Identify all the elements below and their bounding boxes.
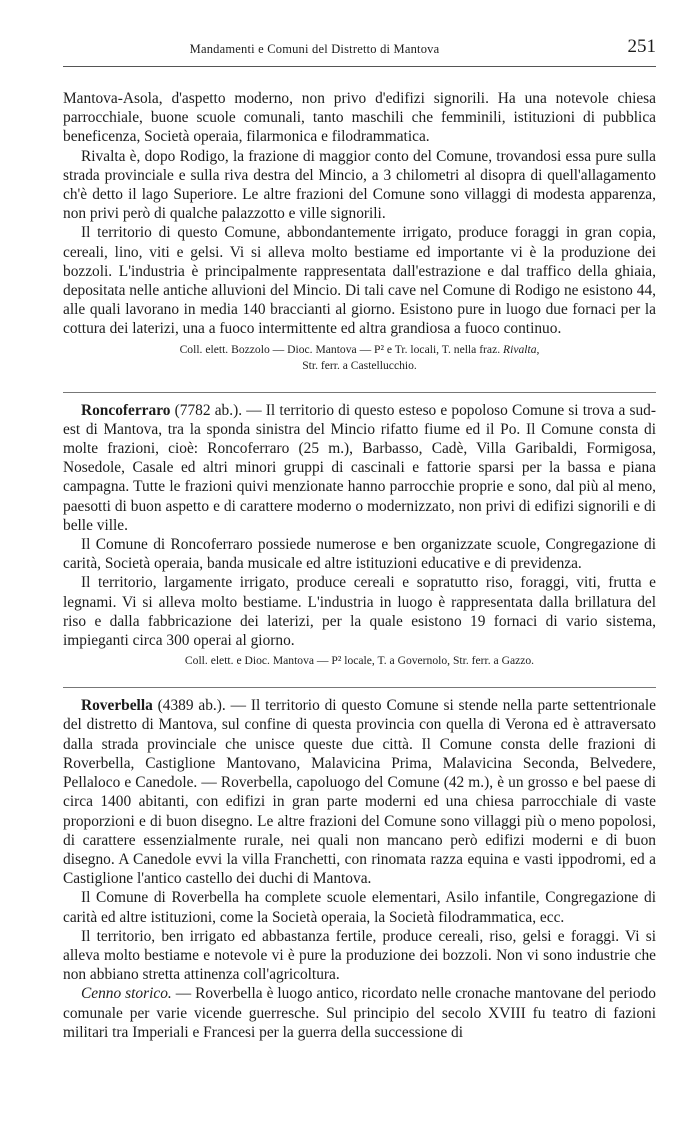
note-rodigo-text: Coll. elett. Bozzolo — Dioc. Mantova — P² e Tr. locali, T. nella fraz. [179,342,501,356]
paragraph-rodigo-territory: Il territorio di questo Comune, abbondantemente irrigato, produce foraggi in gran copia, cereali, lino, viti e gelsi. Vi si alleva molto bestiame ed importante vi è la produzione dei bozzoli. L'industria è principalmente rappresentata dall'estrazione e dal traffico della ghiaia, depositata nelle antiche alluvioni del Mincio. Di tali cave nel Comune di Rodigo ne esistono 44, alle quali lavorano in media 140 braccianti al giorno. Esistono pure in luogo due fornaci per la cottura dei laterizi, una a fuoco intermittente ed altra grandiosa a fuoco continuo. [63,224,656,338]
paragraph-roncoferraro-intro [63,401,656,535]
page-number: 251 [627,36,656,57]
note-rodigo-rivalta: Rivalta, [503,342,540,356]
paragraph-asola: Mantova-Asola, d'aspetto moderno, non privo d'edifizi signorili. Ha una notevole chiesa parrocchiale, buone scuole comunali, tanto maschili che femminili, istituzioni di pubblica beneficenza, Società operaia, filarmonica e filodrammatica. [63,90,656,146]
running-header [63,36,656,67]
paragraph-roverbella-intro [63,696,656,888]
paragraph-roncoferraro-institutions: Il Comune di Roncoferraro possiede numerose e ben organizzate scuole, Congregazione di carità, Società operaia, banda musicale ed altre istituzioni educative e di previdenza. [63,536,656,573]
roverbella-intro-text: (4389 ab.). — Il territorio di questo Comune si stende nella parte settentrionale del distretto di Mantova, sul confine di questa provincia con quella di Verona ed è attraversato dalla strada provinciale che unisce queste due città. Il Comune consta delle frazioni di Roverbella, Castiglione Mantovano, Malavicina Prima, Malavicina Seconda, Belvedere, Pellaloco e Canedole. — Roverbella, capoluogo del Comune (42 m.), è un grosso e bel paese di circa 1400 abitanti, con edifizi in gran parte moderni ed una chiesa parrocchiale di vaste proporzioni e di buon disegno. Le altre frazioni del Comune sono villaggi più o meno popolosi, di carattere essenzialmente rurale, nei quali non mancano però edifizi moderni e di buon disegno. A Canedole evvi la villa Franchetti, con rinomata razza equina e vasti ippodromi, ed a Castiglione l'antico castello dei duchi di Mantova. [63,697,656,888]
paragraph-roverbella-institutions: Il Comune di Roverbella ha complete scuole elementari, Asilo infantile, Congregazione di carità ed altre istituzioni, come la Società operaia, la Società filodrammatica, ecc. [63,889,656,926]
note-rodigo [63,342,656,374]
section-divider [63,392,656,393]
entry-name-roncoferraro: Roncoferraro [81,401,171,419]
roverbella-history-text: — Roverbella è luogo antico, ricordato nelle cronache mantovane del periodo comunale per varie vicende guerresche. Sul principio del secolo XVIII fu teatro di fazioni militari tra Imperiali e Francesi per la guerra della successione di [63,985,656,1041]
entry-name-roverbella: Roverbella [81,697,153,715]
paragraph-rivalta: Rivalta è, dopo Rodigo, la frazione di maggior conto del Comune, trovandosi essa pure sulla strada provinciale e sulla riva destra del Mincio, a 3 chilometri al disopra di quell'allagamento ch'è detto il lago Superiore. Le altre frazioni del Comune sono villaggi di modesta apparenza, non privi però di qualche palazzotto e ville signorili. [63,147,656,223]
paragraph-roverbella-history [63,984,656,1042]
paragraph-roverbella-territory: Il territorio, ben irrigato ed abbastanza fertile, produce cereali, riso, gelsi e foraggi. Vi si alleva molto bestiame e notevole vi è pure la produzione dei bozzoli. Non vi sono industrie che non abbiano stretta attinenza coll'agricoltura. [63,927,656,984]
note-rodigo-rail: Str. ferr. a Castellucchio. [302,358,417,372]
roncoferraro-intro-text: (7782 ab.). — Il territorio di questo esteso e popoloso Comune si trova a sud-est di Mantova, tra la sponda sinistra del Mincio rifatto fiume ed il Po. Il Comune consta di molte frazioni, cioè: Roncoferraro (25 m.), Barbasso, Cadè, Villa Garibaldi, Formigosa, Nosedole, Casale ed altri minori gruppi di cascinali e fattorie sparsi per la bassa e piana campagna. Tutte le frazioni quivi menzionate hanno parrocchie proprie e sono, dal più al meno, paesotti di buon aspetto e di carattere moderno o modernizzato, non privi di edifizi signorili e di belle ville. [63,401,656,534]
section-divider [63,687,656,688]
page-body [63,89,656,1042]
paragraph-roncoferraro-territory: Il territorio, largamente irrigato, produce cereali e sopratutto riso, foraggi, viti, frutta e legnami. Vi si alleva molto bestiame. L'industria in luogo è rappresentata dalla brillatura del riso e dalla fabbricazione dei laterizi, per la quale esistono 19 fornaci di vario sistema, impieganti circa 300 operai al giorno. [63,574,656,650]
cenno-storico-label: Cenno storico. [81,985,172,1003]
running-title: Mandamenti e Comuni del Distretto di Mantova [189,42,440,56]
note-roncoferraro: Coll. elett. e Dioc. Mantova — P² locale, T. a Governolo, Str. ferr. a Gazzo. [184,654,535,668]
